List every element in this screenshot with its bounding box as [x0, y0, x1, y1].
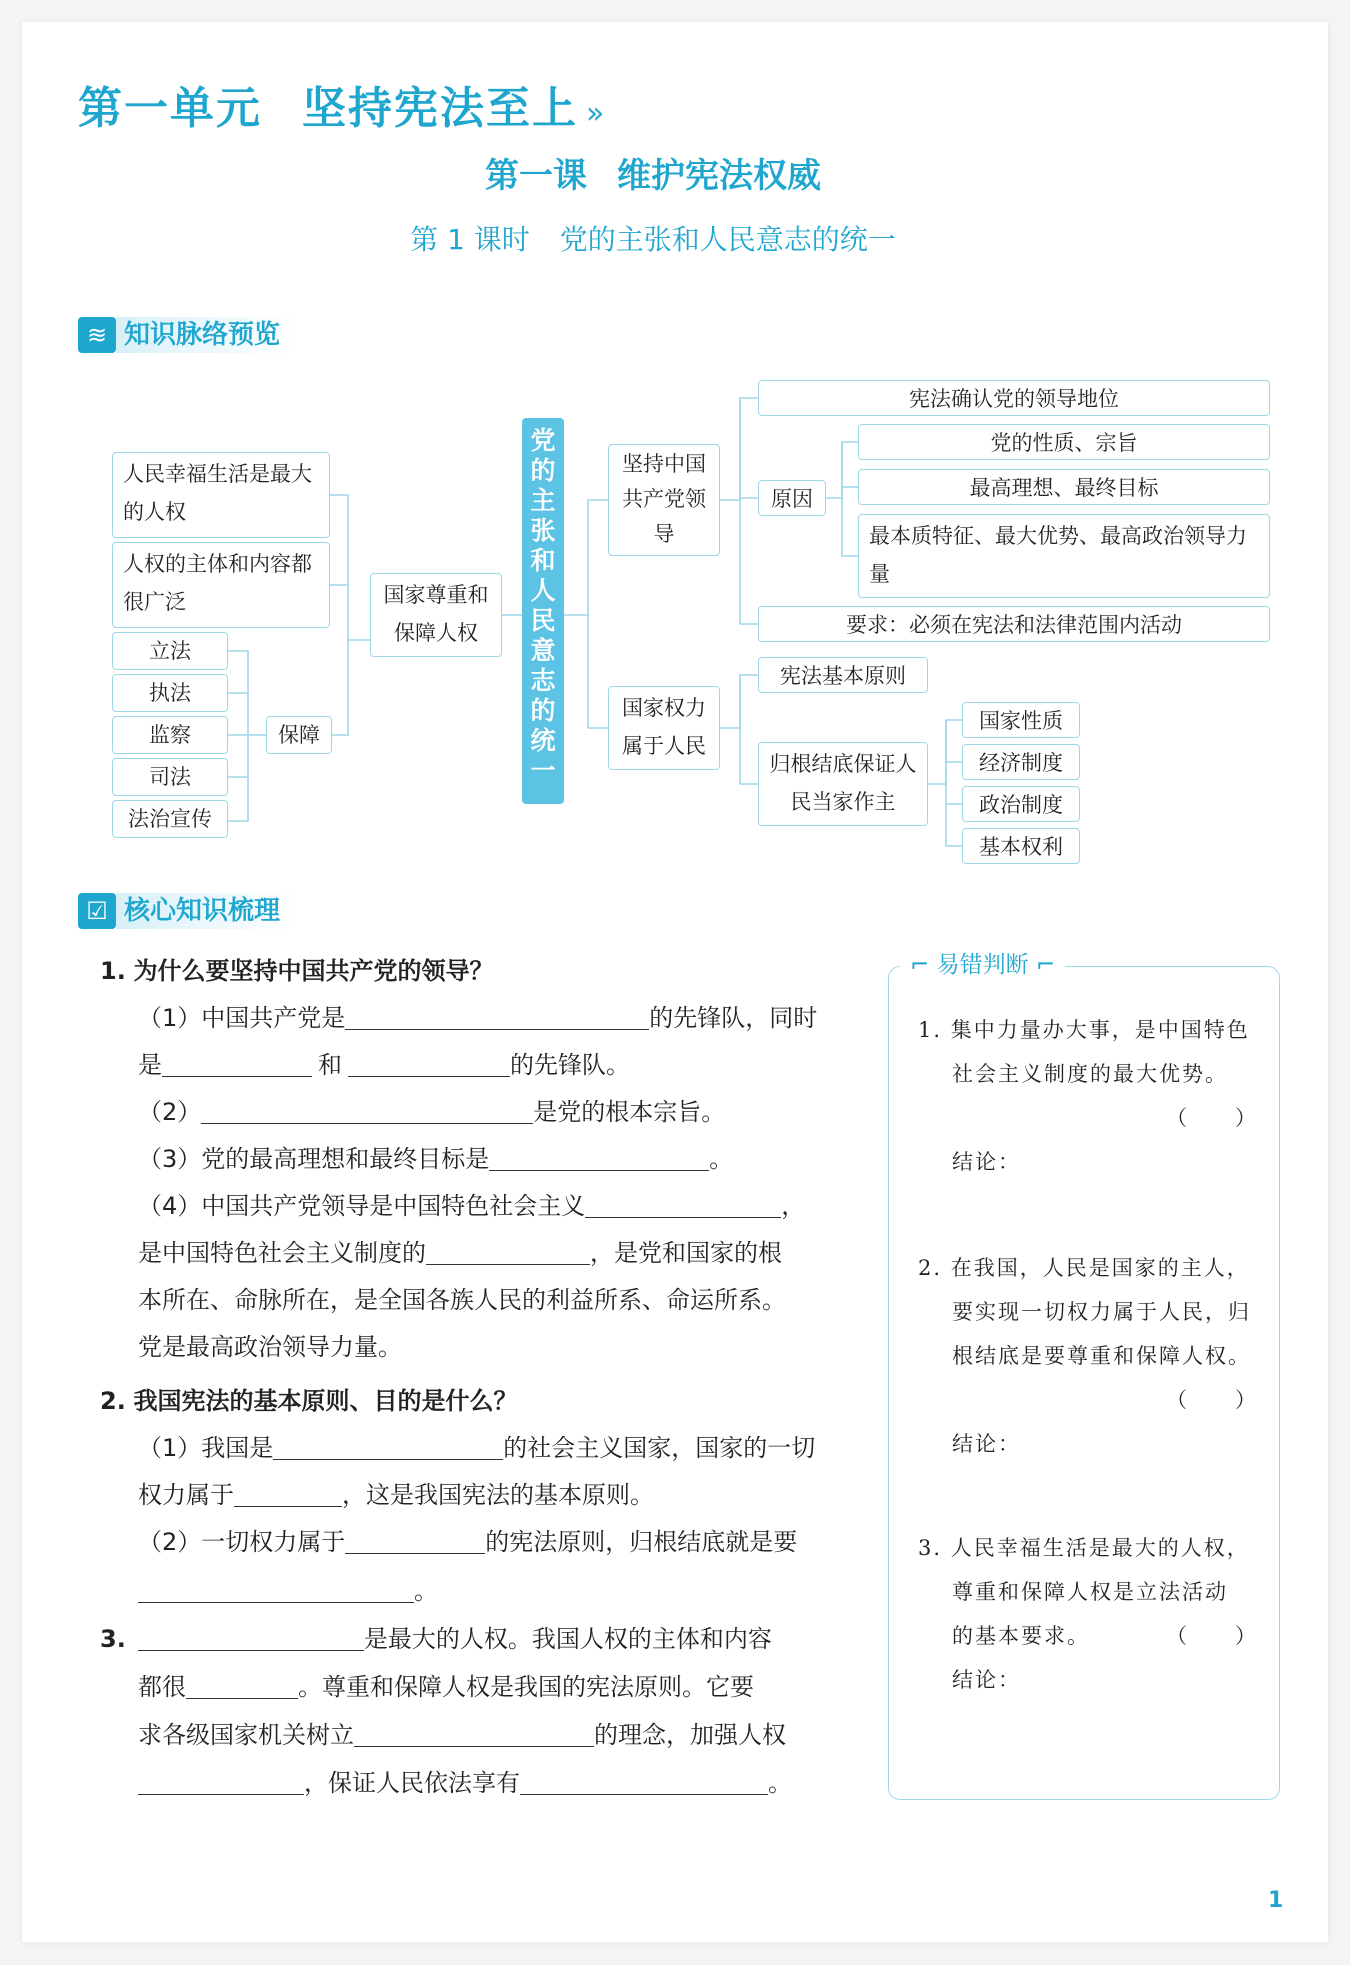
text: 。 [768, 1769, 792, 1797]
text: 都很 [138, 1673, 186, 1701]
q2-line-2 [138, 1472, 654, 1519]
text: 是最大的人权。我国人权的主体和内容 [363, 1625, 772, 1653]
question-2-title [100, 1378, 517, 1425]
question-number: 1. [100, 957, 126, 985]
text: ， [781, 1192, 806, 1220]
text: 。尊重和保障人权是我国的宪法原则。它要 [298, 1673, 754, 1701]
text: ，保证人民依法享有 [304, 1769, 520, 1797]
text: （1）中国共产党是 [138, 1004, 346, 1032]
judgment-1-line-1: 1. 集中力量办大事，是中国特色 [918, 1018, 1250, 1042]
answer-blank[interactable] [348, 1046, 510, 1077]
text: 的先锋队，同时 [649, 1004, 818, 1032]
answer-blank[interactable] [186, 1668, 298, 1699]
question-heading: 我国宪法的基本原则、目的是什么？ [133, 1387, 518, 1415]
judgment-2-line-2: 要实现一切权力属于人民，归 [952, 1300, 1251, 1324]
answer-blank[interactable] [138, 1572, 414, 1603]
text: 的理念，加强人权 [594, 1721, 786, 1749]
text: （3）党的最高理想和最终目标是 [138, 1145, 490, 1173]
reason-item: 党的性质、宗旨 [858, 424, 1270, 460]
judgment-1-paren[interactable]: （ ） [1166, 1106, 1258, 1130]
human-rights-node: 国家尊重和保障人权 [370, 573, 502, 657]
basic-principle-node: 宪法基本原则 [758, 657, 928, 693]
guarantee-item: 法治宣传 [112, 800, 228, 838]
lesson-number: 第一课 [485, 156, 587, 196]
answer-blank[interactable] [585, 1187, 781, 1218]
text: ，这是我国宪法的基本原则。 [342, 1481, 654, 1509]
reason-item: 最高理想、最终目标 [858, 469, 1270, 505]
text: 的社会主义国家，国家的一切 [503, 1434, 816, 1462]
q1-line-8: 党是最高政治领导力量。 [138, 1333, 402, 1361]
q1-line-1 [138, 995, 817, 1042]
checkbox-icon: ☑ [78, 893, 116, 929]
q1-line-2 [138, 1042, 630, 1089]
answer-blank[interactable] [273, 1429, 503, 1460]
judgment-3-line-1: 3. 人民幸福生活是最大的人权， [918, 1536, 1250, 1560]
judgment-2-conclusion: 结论： [952, 1432, 1021, 1456]
ultimate-item: 国家性质 [962, 702, 1080, 738]
judgment-3-paren[interactable]: （ ） [1166, 1624, 1258, 1648]
answer-blank[interactable] [234, 1476, 342, 1507]
reason-item: 最本质特征、最大优势、最高政治领导力量 [858, 514, 1270, 598]
answer-blank[interactable] [138, 1764, 304, 1795]
judgment-2-line-3: 根结底是要尊重和保障人权。 [952, 1344, 1251, 1368]
constitution-confirms-node: 宪法确认党的领导地位 [758, 380, 1270, 416]
guarantee-label: 保障 [266, 716, 332, 754]
answer-blank[interactable] [138, 1620, 364, 1651]
mindmap-left-item: 人民幸福生活是最大的人权 [112, 452, 330, 538]
answer-blank[interactable] [354, 1716, 594, 1747]
period-name: 党的主张和人民意志的统一 [559, 223, 896, 256]
requirement-node: 要求：必须在宪法和法律范围内活动 [758, 606, 1270, 642]
q1-line-7: 本所在、命脉所在，是全国各族人民的利益所系、命运所系。 [138, 1286, 786, 1314]
text: （1）我国是 [138, 1434, 274, 1462]
answer-blank[interactable] [345, 1523, 485, 1554]
question-1-title [100, 948, 493, 995]
question-number: 3. [100, 1625, 126, 1653]
answer-blank[interactable] [426, 1234, 590, 1265]
judgment-2-paren[interactable]: （ ） [1166, 1388, 1258, 1412]
judgment-3-line-3: 的基本要求。 [952, 1624, 1090, 1648]
mindmap-center-title: 党 的 主 张 和 人 民 意 志 的 统 一 [522, 418, 564, 804]
section-core-header [78, 892, 298, 930]
question-heading: 为什么要坚持中国共产党的领导？ [133, 957, 494, 985]
answer-blank[interactable] [520, 1764, 768, 1795]
text: （2）一切权力属于 [138, 1528, 346, 1556]
judgment-2-line-1: 2. 在我国，人民是国家的主人， [918, 1256, 1250, 1280]
guarantee-item: 立法 [112, 632, 228, 670]
q1-line-3 [138, 1089, 725, 1136]
q2-line-4 [138, 1568, 438, 1615]
q3-line-1 [100, 1616, 772, 1663]
section-core-label: 核心知识梳理 [116, 893, 298, 929]
unit-number: 第一单元 [78, 83, 262, 134]
ultimate-item: 政治制度 [962, 786, 1080, 822]
layers-icon: ≋ [78, 317, 116, 353]
answer-blank[interactable] [201, 1093, 533, 1124]
page-number: 1 [1268, 1888, 1284, 1913]
text: 和 [318, 1051, 342, 1079]
text: 是中国特色社会主义制度的 [138, 1239, 426, 1267]
section-overview-label: 知识脉络预览 [116, 317, 298, 353]
judgment-1-conclusion: 结论： [952, 1150, 1021, 1174]
unit-name: 坚持宪法至上 [302, 83, 578, 134]
power-people-node: 国家权力属于人民 [608, 686, 720, 770]
text: ，是党和国家的根 [590, 1239, 782, 1267]
text: 。 [709, 1145, 734, 1173]
guarantee-item: 执法 [112, 674, 228, 712]
text: （2） [138, 1098, 202, 1126]
answer-blank[interactable] [345, 999, 649, 1030]
ultimate-item: 经济制度 [962, 744, 1080, 780]
period-number: 第 1 课时 [410, 223, 530, 256]
text: 是党的根本宗旨。 [533, 1098, 726, 1126]
answer-blank[interactable] [162, 1046, 312, 1077]
question-number: 2. [100, 1387, 126, 1415]
text: （4）中国共产党领导是中国特色社会主义 [138, 1192, 586, 1220]
panel-tag-label: 易错判断 [936, 952, 1029, 978]
text: 权力属于 [138, 1481, 234, 1509]
q3-line-2 [138, 1664, 754, 1711]
reason-label: 原因 [758, 480, 826, 516]
q2-line-1 [138, 1425, 815, 1472]
ultimate-guarantee-node: 归根结底保证人民当家作主 [758, 742, 928, 826]
judgment-1-line-2: 社会主义制度的最大优势。 [952, 1062, 1228, 1086]
text: 的先锋队。 [510, 1051, 630, 1079]
text: 是 [138, 1051, 162, 1079]
text: 。 [414, 1577, 438, 1605]
chevron-right-icon: » [586, 96, 607, 131]
judgment-3-conclusion: 结论： [952, 1668, 1021, 1692]
q3-line-4 [138, 1760, 792, 1807]
lesson-name: 维护宪法权威 [617, 156, 821, 196]
ultimate-item: 基本权利 [962, 828, 1080, 864]
text: 求各级国家机关树立 [138, 1721, 354, 1749]
party-leadership-node: 坚持中国共产党领导 [608, 444, 720, 556]
q1-line-5 [138, 1183, 805, 1230]
q3-line-3 [138, 1712, 786, 1759]
text: 的宪法原则，归根结底就是要 [485, 1528, 798, 1556]
answer-blank[interactable] [489, 1140, 709, 1171]
q1-line-6 [138, 1230, 782, 1277]
judgment-3-line-2: 尊重和保障人权是立法活动 [952, 1580, 1228, 1604]
guarantee-item: 监察 [112, 716, 228, 754]
q2-line-3 [138, 1519, 797, 1566]
panel-tag: ⌐ 易错判断 ⌐ [900, 946, 1065, 979]
q1-line-4 [138, 1136, 733, 1183]
guarantee-item: 司法 [112, 758, 228, 796]
mindmap-left-item: 人权的主体和内容都很广泛 [112, 542, 330, 628]
